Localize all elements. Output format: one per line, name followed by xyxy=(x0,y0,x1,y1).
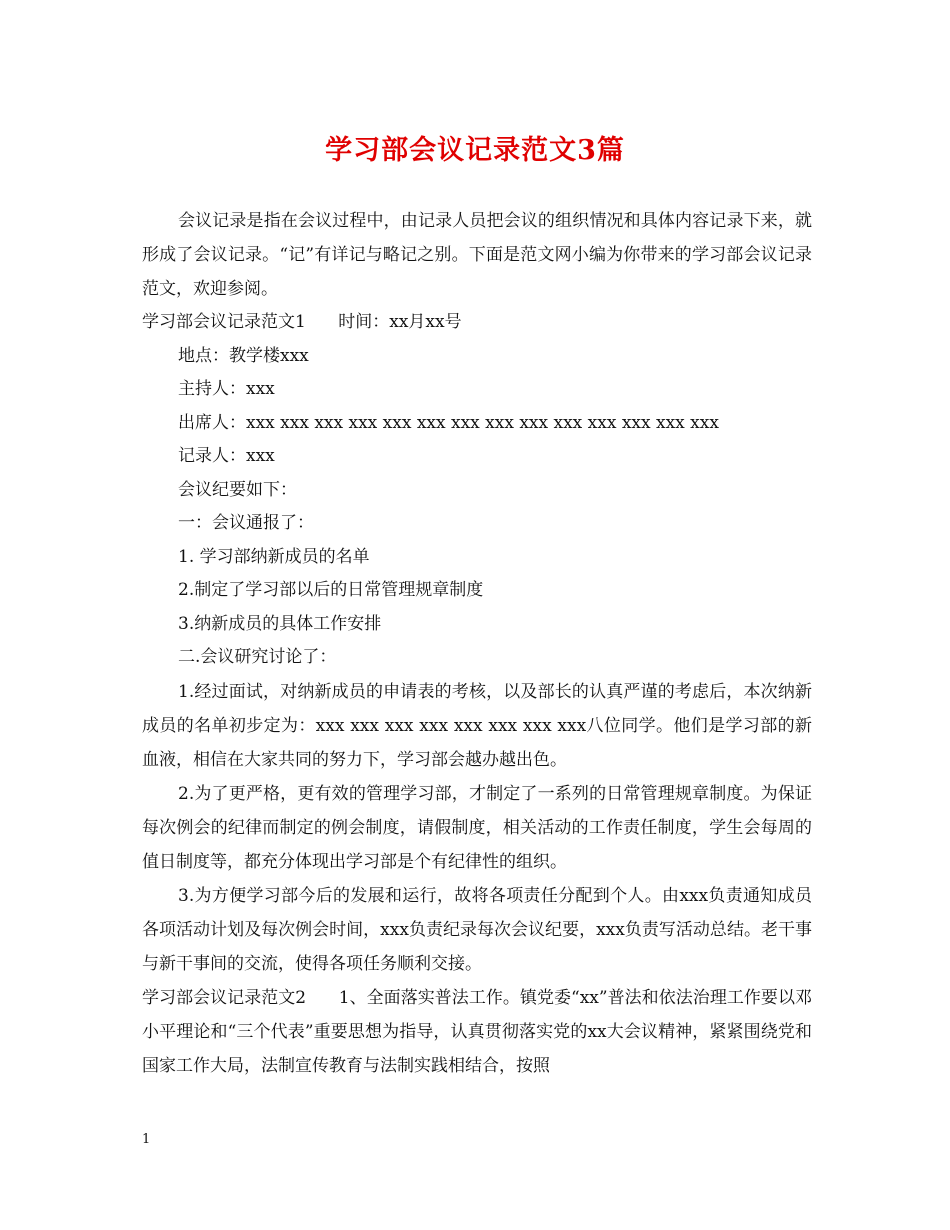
meeting-recorder: 记录人：xxx xyxy=(178,446,275,466)
intro-paragraph: 会议记录是指在会议过程中，由记录人员把会议的组织情况和具体内容记录下来，就形成了会议记录。“记”有详记与略记之别。下面是范文网小编为你带来的学习部会议记录范文，欢迎参阅。 xyxy=(142,211,812,299)
meeting-location: 地点：教学楼xxx xyxy=(178,345,309,366)
summary-label: 会议纪要如下： xyxy=(178,479,297,500)
list-item: 1. 学习部纳新成员的名单 xyxy=(178,546,370,567)
list-item: 2.制定了学习部以后的日常管理规章制度 xyxy=(178,580,484,600)
page-number: 1 xyxy=(142,1132,151,1147)
section-1-heading: 一：会议通报了： xyxy=(178,513,314,533)
section-2-heading: 二.会议研究讨论了： xyxy=(178,647,337,667)
sample2-paragraph: 学习部会议记录范文2 1、全面落实普法工作。镇党委“xx”普法和依法治理工作要以邓小平理论和“三个代表”重要思想为指导，认真贯彻落实党的xx大会议精神，紧紧围绕党和国家工作大局，法制宣传教育与法制实践相结合，按照 xyxy=(142,987,812,1076)
document-body xyxy=(142,204,812,1083)
list-item: 3.纳新成员的具体工作安排 xyxy=(178,613,382,634)
document-title: 学习部会议记录范文3篇 xyxy=(325,135,625,166)
discussion-paragraph-3: 3.为方便学习部今后的发展和运行，故将各项责任分配到个人。由xxx负责通知成员各项活动计划及每次例会时间，xxx负责纪录每次会议纪要，xxx负责写活动总结。老干事与新干事间的交流，使得各项任务顺利交接。 xyxy=(142,885,812,974)
meeting-host: 主持人：xxx xyxy=(178,379,275,399)
sample1-heading: 学习部会议记录范文1 时间：xx月xx号 xyxy=(142,312,462,332)
discussion-paragraph-1: 1.经过面试，对纳新成员的申请表的考核，以及部长的认真严谨的考虑后，本次纳新成员的名单初步定为：xxx xxx xxx xxx xxx xxx xxx xxx八位同学。他们是学习部的新血液，相信在大家共同的努力下，学习部会越办越出色。 xyxy=(142,681,812,770)
meeting-attendees: 出席人：xxx xxx xxx xxx xxx xxx xxx xxx xxx xxx xxx xxx xxx xxx xyxy=(178,412,719,433)
discussion-paragraph-2: 2.为了更严格，更有效的管理学习部，才制定了一系列的日常管理规章制度。为保证每次例会的纪律而制定的例会制度，请假制度，相关活动的工作责任制度，学生会每周的值日制度等，都充分体现出学习部是个有纪律性的组织。 xyxy=(142,783,812,872)
